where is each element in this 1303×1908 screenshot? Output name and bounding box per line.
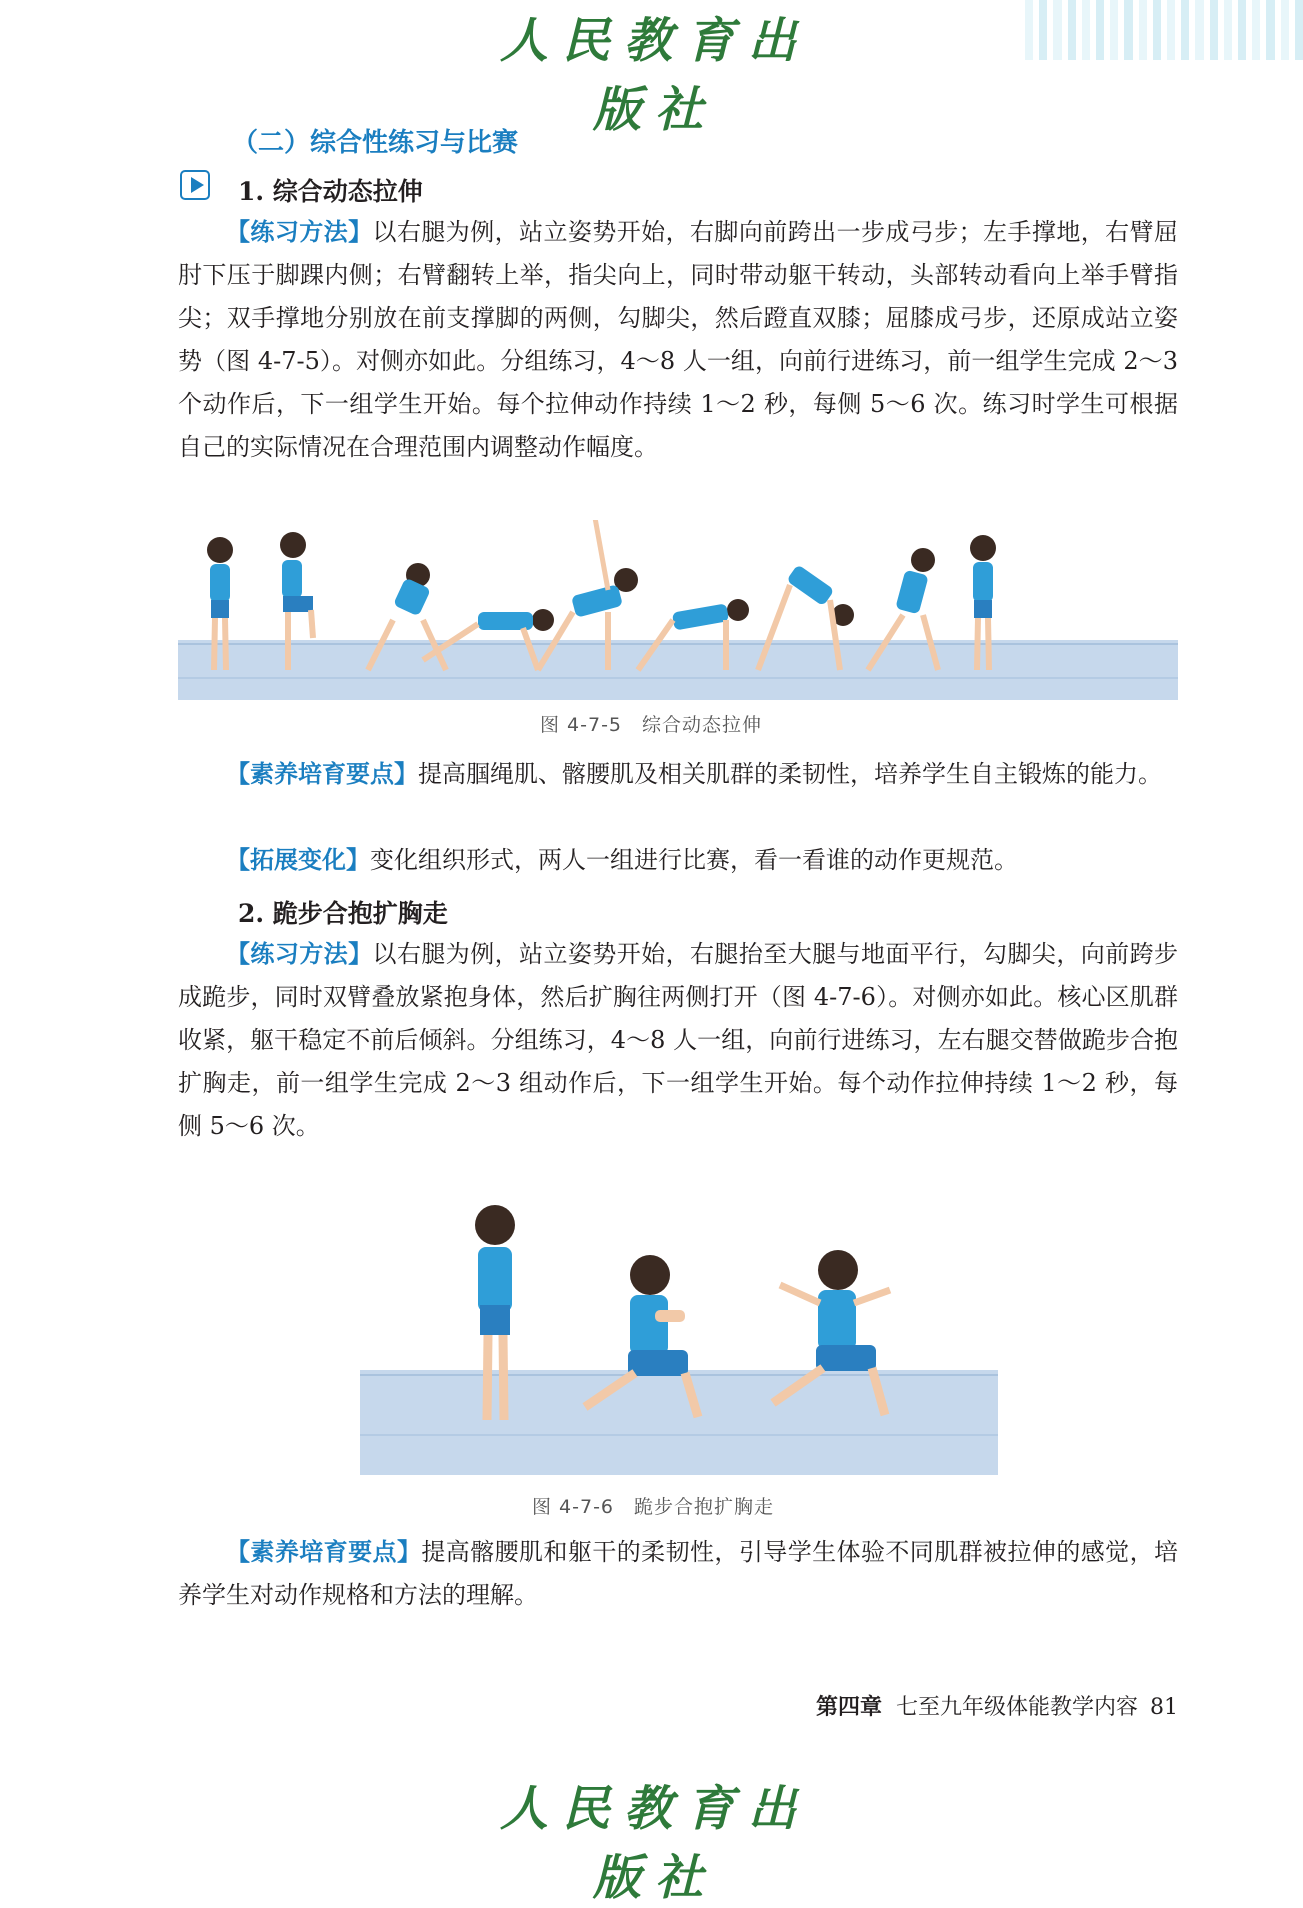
literacy-tag: 【素养培育要点】 <box>226 759 418 788</box>
footer-chapter-title: 七至九年级体能教学内容 <box>895 1695 1138 1720</box>
publisher-logo-top: 人民教育出版社 <box>499 13 810 138</box>
method-text: 以右腿为例，站立姿势开始，右脚向前跨出一步成弓步；左手撑地，右臂屈肘下压于脚踝内侧；右臂翻转上举，指尖向上，同时带动躯干转动，头部转动看向上举手臂指尖；双手撑地分别放在前支撑脚的两侧，勾脚尖，然后蹬直双膝；屈膝成弓步，还原成站立姿势（图 4-7-5）。对侧亦如此。分组练习，4～8 人一组，向前行进练习，前一组学生完成 2～3 个动作后，下一组学生开始。每个拉伸动作持续 1～2 秒，每侧 5～6 次。练习时学生可根据自己的实际情况在合理范围内调整动作幅度。 <box>178 218 1179 461</box>
play-icon[interactable] <box>180 170 210 200</box>
figure-caption-4-7-5: 图 4-7-5 综合动态拉伸 <box>540 714 763 736</box>
figure-kneeling-chest-walk <box>360 1185 998 1475</box>
literacy-tag: 【素养培育要点】 <box>226 1537 422 1566</box>
page-footer <box>816 1690 1178 1721</box>
exercise1-extension <box>178 838 1178 882</box>
exercise2-title: 2. 跪步合抱扩胸走 <box>238 899 448 928</box>
publisher-logo-bottom: 人民教育出版社 <box>499 1781 810 1906</box>
exercise1-title: 1. 综合动态拉伸 <box>238 177 423 206</box>
header-stripes <box>1025 0 1303 60</box>
method-tag: 【练习方法】 <box>226 217 373 246</box>
figure-dynamic-stretch <box>178 520 1178 700</box>
exercise1-literacy <box>178 752 1178 796</box>
method-tag: 【练习方法】 <box>226 939 373 968</box>
literacy-text: 提高腘绳肌、髂腰肌及相关肌群的柔韧性，培养学生自主锻炼的能力。 <box>418 760 1162 788</box>
footer-chapter: 第四章 <box>815 1694 882 1720</box>
extension-text: 变化组织形式，两人一组进行比赛，看一看谁的动作更规范。 <box>370 846 1018 874</box>
exercise2-method <box>178 932 1178 1148</box>
method-text: 以右腿为例，站立姿势开始，右腿抬至大腿与地面平行，勾脚尖，向前跨步成跪步，同时双臂叠放紧抱身体，然后扩胸往两侧打开（图 4-7-6）。对侧亦如此。核心区肌群收紧，躯干稳定不前后倾斜。分组练习，4～8 人一组，向前行进练习，左右腿交替做跪步合抱扩胸走，前一组学生完成 2～3 组动作后，下一组学生开始。每个动作拉伸持续 1～2 秒，每侧 5～6 次。 <box>178 940 1179 1140</box>
literacy-text: 提高髂腰肌和躯干的柔韧性，引导学生体验不同肌群被拉伸的感觉，培养学生对动作规格和方法的理解。 <box>178 1538 1179 1609</box>
extension-tag: 【拓展变化】 <box>226 845 370 874</box>
section-heading: （二）综合性练习与比赛 <box>232 128 519 158</box>
figure-caption-4-7-6: 图 4-7-6 跪步合抱扩胸走 <box>532 1496 775 1518</box>
exercise1-method <box>178 210 1178 469</box>
page-number: 81 <box>1150 1695 1178 1720</box>
exercise2-literacy <box>178 1530 1178 1617</box>
